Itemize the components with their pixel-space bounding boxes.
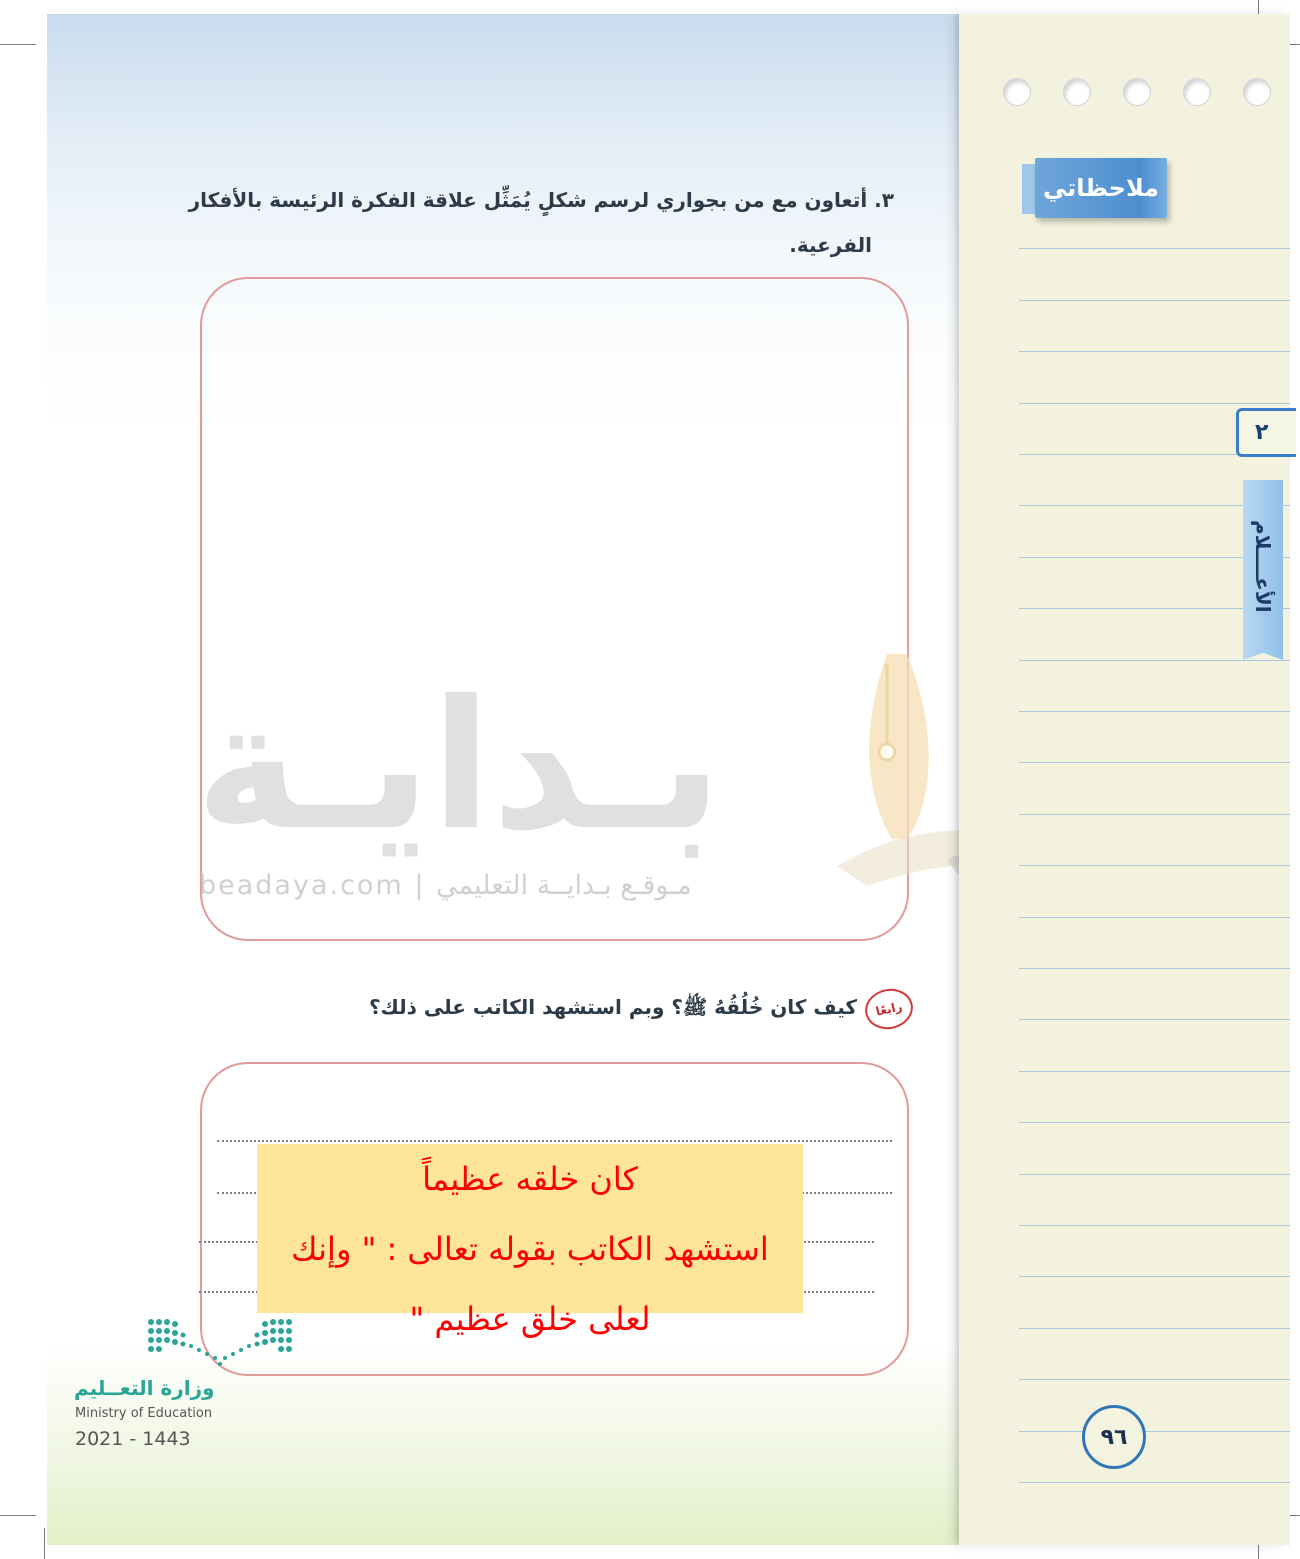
watermark-tagline: beadaya.com | مـوقـع بـدايــة التعليمي [199,870,692,901]
crop-mark [44,1528,45,1559]
binder-ring-icon [1003,78,1031,106]
notes-line [1019,1122,1290,1123]
binder-ring-icon [1243,78,1271,106]
unit-number-box: ٢ [1236,408,1296,457]
ministry-year: 2021 - 1443 [75,1428,191,1450]
question-4-badge: رابعًا [861,984,916,1033]
notes-panel [959,14,1290,1545]
notes-line [1019,1328,1290,1329]
notes-line [1019,762,1290,763]
crop-mark [0,1515,36,1516]
notes-line [1019,1174,1290,1175]
notes-line [1019,300,1290,301]
unit-title: الأعــــلام [1251,519,1275,613]
question-4-text: كيف كان خُلُقُهُ ﷺ؟ وبم استشهد الكاتب على ذلك؟ [368,995,857,1019]
answer-dotted-line [217,1140,892,1142]
answer-line-3: لعلى خلق عظيم " [409,1300,651,1338]
notes-line [1019,351,1290,352]
notes-line [1019,865,1290,866]
notes-line [1019,1276,1290,1277]
question-3-line-2: الفرعية. [789,233,872,257]
book-page [47,14,1290,1545]
notes-line [1019,1019,1290,1020]
ministry-logo-icon [145,1314,295,1369]
ministry-name-english: Ministry of Education [75,1406,213,1421]
binder-ring-icon [1123,78,1151,106]
answer-line-2: استشهد الكاتب بقوله تعالى : " وإنك [291,1230,769,1268]
notes-line [1019,1379,1290,1380]
notes-line [1019,403,1290,404]
page-number: ٩٦ [1082,1405,1146,1469]
notes-line [1019,968,1290,969]
notes-line [1019,1071,1290,1072]
notes-line [1019,711,1290,712]
answer-line-1: كان خلقه عظيماً [422,1160,638,1198]
notes-line [1019,660,1290,661]
ministry-name-arabic: وزارة التعــليم [74,1376,215,1400]
question-3-line-1: ٣. أتعاون مع من بجواري لرسم شكلٍ يُمَثِّل علاقة الفكرة الرئيسة بالأفكار [188,188,894,212]
notes-line [1019,814,1290,815]
notes-line [1019,1225,1290,1226]
notes-line [1019,248,1290,249]
notes-line [1019,917,1290,918]
notes-line [1019,1431,1290,1432]
crop-mark [0,44,36,45]
notes-line [1019,1482,1290,1483]
answer-box [257,1144,803,1338]
notes-label: ملاحظاتي [1035,158,1167,218]
watermark-logo: بـدايـة [195,662,723,869]
binder-ring-icon [1063,78,1091,106]
binder-ring-icon [1183,78,1211,106]
